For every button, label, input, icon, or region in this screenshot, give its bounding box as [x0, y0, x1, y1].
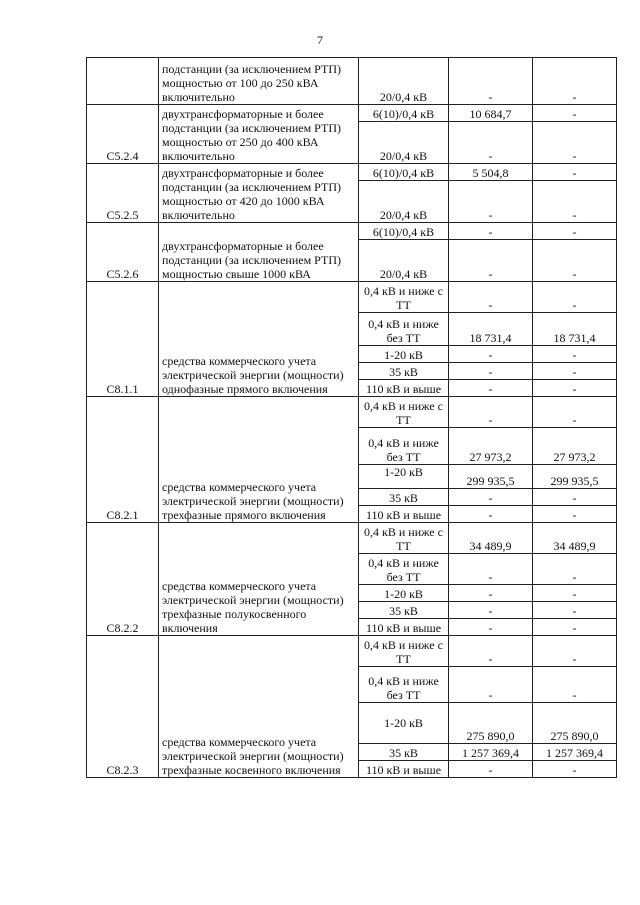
voltage-cell: 110 кВ и выше — [359, 761, 449, 778]
value-cell: - — [449, 380, 533, 397]
description-cell: двухтрансформаторные и более подстанции (за исключением РТП) мощностью от 250 до 400 кВА включительно — [159, 105, 359, 164]
value-cell: - — [449, 506, 533, 523]
code-cell: С5.2.6 — [87, 223, 159, 282]
table-row — [87, 223, 617, 240]
value-cell: - — [533, 554, 617, 585]
voltage-cell: 20/0,4 кВ — [359, 58, 449, 105]
voltage-cell: 0,4 кВ и ниже без ТТ — [359, 428, 449, 465]
voltage-cell: 0,4 кВ и ниже с ТТ — [359, 523, 449, 554]
table-row — [87, 636, 617, 667]
value-cell: - — [533, 667, 617, 703]
voltage-cell: 6(10)/0,4 кВ — [359, 164, 449, 181]
value-cell: - — [533, 363, 617, 380]
value-cell: - — [449, 58, 533, 105]
value-cell: - — [533, 223, 617, 240]
tariff-table — [86, 57, 617, 778]
description-cell: средства коммерческого учета электрической энергии (мощности) трехфазные полукосвенного включения — [159, 523, 359, 636]
voltage-cell: 35 кВ — [359, 363, 449, 380]
voltage-cell: 20/0,4 кВ — [359, 122, 449, 164]
value-cell: - — [533, 58, 617, 105]
voltage-cell: 110 кВ и выше — [359, 619, 449, 636]
voltage-cell: 6(10)/0,4 кВ — [359, 105, 449, 122]
table-row — [87, 397, 617, 428]
voltage-cell: 0,4 кВ и ниже без ТТ — [359, 667, 449, 703]
table-row — [87, 282, 617, 313]
value-cell: 275 890,0 — [533, 703, 617, 744]
value-cell: - — [533, 602, 617, 619]
value-cell: - — [533, 397, 617, 428]
value-cell: - — [449, 363, 533, 380]
value-cell: 5 504,8 — [449, 164, 533, 181]
value-cell: 18 731,4 — [449, 313, 533, 346]
voltage-cell: 110 кВ и выше — [359, 506, 449, 523]
value-cell: 18 731,4 — [533, 313, 617, 346]
value-cell: - — [533, 506, 617, 523]
code-cell: С5.2.4 — [87, 105, 159, 164]
value-cell: - — [533, 105, 617, 122]
value-cell: 27 973,2 — [449, 428, 533, 465]
value-cell: - — [449, 240, 533, 282]
voltage-cell: 0,4 кВ и ниже без ТТ — [359, 554, 449, 585]
table-row — [87, 164, 617, 181]
value-cell: - — [533, 122, 617, 164]
voltage-cell: 6(10)/0,4 кВ — [359, 223, 449, 240]
table-row — [87, 58, 617, 105]
value-cell: - — [449, 602, 533, 619]
value-cell: - — [449, 636, 533, 667]
value-cell: - — [533, 489, 617, 506]
value-cell: - — [449, 554, 533, 585]
code-cell: С8.2.2 — [87, 523, 159, 636]
value-cell: - — [449, 397, 533, 428]
value-cell: - — [449, 122, 533, 164]
value-cell: 299 935,5 — [533, 465, 617, 489]
description-cell: подстанции (за исключением РТП) мощностью от 100 до 250 кВА включительно — [159, 58, 359, 105]
value-cell: 34 489,9 — [533, 523, 617, 554]
value-cell: - — [533, 619, 617, 636]
code-cell: С8.2.1 — [87, 397, 159, 523]
voltage-cell: 20/0,4 кВ — [359, 240, 449, 282]
voltage-cell: 35 кВ — [359, 602, 449, 619]
voltage-cell: 0,4 кВ и ниже с ТТ — [359, 397, 449, 428]
value-cell: - — [449, 346, 533, 363]
description-cell: средства коммерческого учета электрической энергии (мощности) трехфазные прямого включения — [159, 397, 359, 523]
value-cell: - — [533, 585, 617, 602]
voltage-cell: 0,4 кВ и ниже с ТТ — [359, 636, 449, 667]
value-cell: - — [449, 619, 533, 636]
value-cell: - — [449, 585, 533, 602]
value-cell: 1 257 369,4 — [533, 744, 617, 761]
code-cell: С5.2.5 — [87, 164, 159, 223]
voltage-cell: 110 кВ и выше — [359, 380, 449, 397]
description-cell: двухтрансформаторные и более подстанции (за исключением РТП) мощностью от 420 до 1000 кВА включительно — [159, 164, 359, 223]
page-number: 7 — [317, 33, 323, 47]
value-cell: 34 489,9 — [449, 523, 533, 554]
value-cell: - — [533, 164, 617, 181]
table-row — [87, 105, 617, 122]
value-cell: - — [533, 282, 617, 313]
voltage-cell: 0,4 кВ и ниже с ТТ — [359, 282, 449, 313]
value-cell: - — [449, 489, 533, 506]
table-row — [87, 523, 617, 554]
voltage-cell: 1-20 кВ — [359, 585, 449, 602]
code-cell: С8.2.3 — [87, 636, 159, 778]
value-cell: - — [449, 282, 533, 313]
voltage-cell: 1-20 кВ — [359, 703, 449, 744]
value-cell: - — [449, 223, 533, 240]
voltage-cell: 1-20 кВ — [359, 346, 449, 363]
code-cell — [87, 58, 159, 105]
value-cell: 10 684,7 — [449, 105, 533, 122]
value-cell: - — [533, 346, 617, 363]
value-cell: 1 257 369,4 — [449, 744, 533, 761]
value-cell: 27 973,2 — [533, 428, 617, 465]
voltage-cell: 1-20 кВ — [359, 465, 449, 489]
value-cell: - — [449, 181, 533, 223]
value-cell: - — [449, 761, 533, 778]
voltage-cell: 0,4 кВ и ниже без ТТ — [359, 313, 449, 346]
voltage-cell: 35 кВ — [359, 744, 449, 761]
description-cell: средства коммерческого учета электрической энергии (мощности) однофазные прямого включения — [159, 282, 359, 397]
voltage-cell: 20/0,4 кВ — [359, 181, 449, 223]
description-cell: двухтрансформаторные и более подстанции (за исключением РТП) мощностью свыше 1000 кВА — [159, 223, 359, 282]
value-cell: - — [533, 636, 617, 667]
value-cell: 275 890,0 — [449, 703, 533, 744]
value-cell: - — [533, 761, 617, 778]
value-cell: - — [533, 240, 617, 282]
value-cell: 299 935,5 — [449, 465, 533, 489]
value-cell: - — [533, 380, 617, 397]
voltage-cell: 35 кВ — [359, 489, 449, 506]
value-cell: - — [533, 181, 617, 223]
description-cell: средства коммерческого учета электрической энергии (мощности) трехфазные косвенного включения — [159, 636, 359, 778]
value-cell: - — [449, 667, 533, 703]
code-cell: С8.1.1 — [87, 282, 159, 397]
